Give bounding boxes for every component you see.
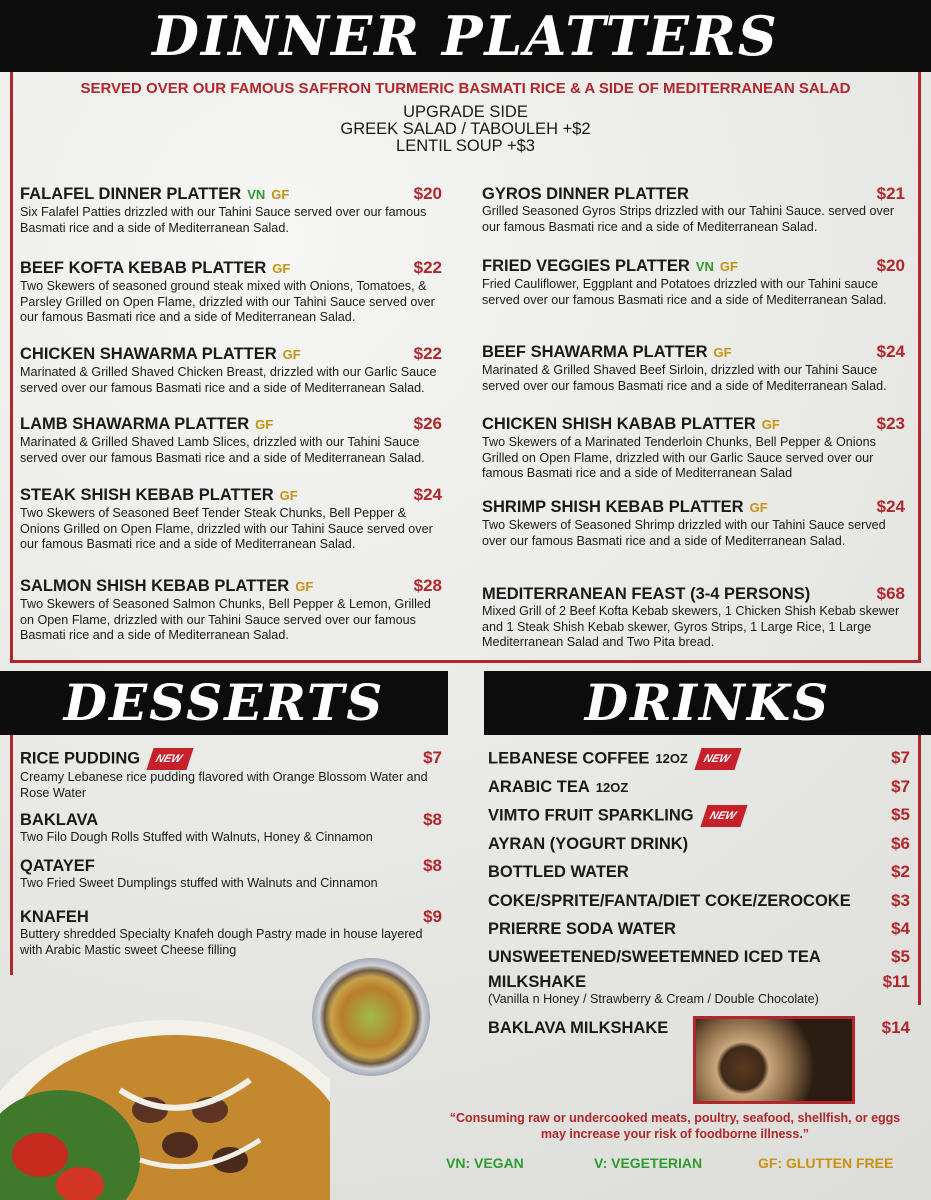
- menu-item-description: Marinated & Grilled Shaved Beef Sirloin, drizzled with our Tahini Sauce served over our famous Basmati rice and a side of Mediterranean Salad.: [482, 363, 887, 393]
- menu-item-price: $26: [413, 414, 442, 433]
- menu-item-price: $22: [413, 258, 442, 277]
- platter-photo: [0, 970, 330, 1200]
- menu-item-row: [20, 485, 442, 506]
- menu-item-name: STEAK SHISH KEBAB PLATTER: [20, 486, 274, 504]
- dessert-item: [20, 810, 442, 846]
- drink-item: [488, 947, 910, 967]
- dessert-name: QATAYEF: [20, 857, 95, 875]
- drinks-header: DRINKS: [484, 671, 931, 735]
- menu-item: [482, 342, 905, 394]
- menu-item: [20, 485, 442, 553]
- drink-name: UNSWEETENED/SWEETEMNED ICED TEA: [488, 948, 821, 966]
- gluten-free-tag: GF: [713, 345, 732, 360]
- gluten-free-tag: GF: [282, 347, 301, 362]
- menu-item-row: [482, 414, 905, 435]
- gluten-free-tag: GF: [255, 417, 274, 432]
- menu-item: [20, 414, 442, 466]
- drink-price: $5: [891, 947, 910, 966]
- menu-item-row: [20, 576, 442, 597]
- menu-item-row: [482, 584, 905, 604]
- frame-line-left: [10, 72, 13, 662]
- dessert-description: Buttery shredded Specialty Knafeh dough Pastry made in house layered with Arabic Mastic sweet Cheese filling: [20, 927, 423, 957]
- dessert-name: BAKLAVA: [20, 811, 99, 829]
- dessert-item-row: [20, 907, 442, 927]
- frame-line-drinks-right: [918, 735, 921, 1005]
- menu-item-name: LAMB SHAWARMA PLATTER: [20, 415, 250, 433]
- dessert-price: $9: [423, 907, 442, 926]
- dessert-item: [20, 907, 442, 958]
- menu-item: [20, 344, 442, 396]
- drink-price: $7: [891, 748, 910, 767]
- gluten-free-tag: GF: [719, 259, 738, 274]
- drink-item: [488, 748, 910, 770]
- drink-item: [488, 891, 910, 911]
- dessert-item-row: [20, 748, 442, 770]
- menu-item: [482, 414, 905, 482]
- dessert-item: [20, 856, 442, 892]
- vegan-tag: VN: [695, 259, 714, 274]
- menu-item-description: Two Skewers of Seasoned Beef Tender Steak Chunks, Bell Pepper & Onions Grilled on Open Flame, drizzled with our Tahini Sauce served over our famous Basmati rice and a side of Mediterranean Salad.: [20, 506, 433, 551]
- drink-name: AYRAN (YOGURT DRINK): [488, 835, 689, 853]
- menu-item-price: $24: [876, 497, 905, 516]
- menu-item-description: Marinated & Grilled Shaved Chicken Breast, drizzled with our Garlic Sauce served over our famous Basmati rice and a side of Mediterranean Salad.: [20, 365, 437, 395]
- upgrade-side: [0, 104, 931, 155]
- menu-item-description: Two Skewers of Seasoned Salmon Chunks, Bell Pepper & Lemon, Grilled on Open Flame, drizzled with our Tahini Sauce served over our famous Basmati rice and a side of Mediterranean Salad.: [20, 597, 431, 642]
- drink-price: $6: [891, 834, 910, 853]
- drink-item: [488, 805, 910, 827]
- menu-item-price: $20: [876, 256, 905, 275]
- menu-item-name: BEEF KOFTA KEBAB PLATTER: [20, 259, 267, 277]
- drink-item-row: [488, 805, 910, 827]
- menu-item-description: Two Skewers of seasoned ground steak mixed with Onions, Tomatoes, & Parsley Grilled on Open Flame, drizzled with our Tahini Sauce served over our famous Basmati rice and a side of Mediterranean Salad.: [20, 279, 435, 324]
- menu-item-name: BEEF SHAWARMA PLATTER: [482, 343, 708, 361]
- menu-item: [482, 584, 905, 651]
- drink-size: 12OZ: [595, 780, 629, 795]
- new-badge: NEW: [700, 805, 747, 827]
- drink-item-row: [488, 748, 910, 770]
- upgrade-line-2: LENTIL SOUP +$3: [396, 137, 535, 155]
- menu-item-description: Mixed Grill of 2 Beef Kofta Kebab skewers, 1 Chicken Shish Kebab skewer and 1 Steak Shish Kebab skewer, Gyros Strips, 1 Large Rice, 1 Large Mediterranean Salad and Two Pita bread.: [482, 604, 900, 649]
- coffee-photo: [693, 1016, 855, 1104]
- frame-line-right: [918, 72, 921, 662]
- menu-item-name: MEDITERRANEAN FEAST (3-4 PERSONS): [482, 585, 811, 603]
- drink-description: (Vanilla n Honey / Strawberry & Cream / Double Chocolate): [488, 992, 819, 1006]
- menu-item-name: FALAFEL DINNER PLATTER: [20, 185, 242, 203]
- menu-item-price: $20: [413, 184, 442, 203]
- gluten-free-tag: GF: [761, 417, 780, 432]
- drink-item-row: [488, 972, 910, 992]
- drink-size: 12OZ: [655, 751, 688, 767]
- menu-item-row: [20, 258, 442, 279]
- drink-name: PRIERRE SODA WATER: [488, 920, 676, 938]
- dessert-description: Two Fried Sweet Dumplings stuffed with Walnuts and Cinnamon: [20, 876, 378, 890]
- menu-item-row: [20, 414, 442, 435]
- upgrade-line-1: GREEK SALAD / TABOULEH +$2: [340, 120, 591, 138]
- menu-item-name: CHICKEN SHISH KABAB PLATTER: [482, 415, 756, 433]
- drink-item-row: [488, 777, 910, 798]
- drink-item: [488, 919, 910, 939]
- frame-line-desserts-left: [10, 735, 13, 975]
- drink-name: LEBANESE COFFEE: [488, 749, 650, 768]
- menu-item-price: $21: [876, 184, 905, 203]
- dessert-price: $8: [423, 810, 442, 829]
- dessert-item: [20, 748, 442, 801]
- menu-item-name: FRIED VEGGIES PLATTER: [482, 257, 690, 275]
- legend-gluten-free: GF: GLUTTEN FREE: [758, 1155, 894, 1171]
- menu-item-row: [482, 256, 905, 277]
- gluten-free-tag: GF: [295, 579, 314, 594]
- menu-item-name: SHRIMP SHISH KEBAB PLATTER: [482, 498, 744, 516]
- drink-price: $11: [882, 972, 910, 991]
- gluten-free-tag: GF: [279, 488, 298, 503]
- served-note: SERVED OVER OUR FAMOUS SAFFRON TURMERIC BASMATI RICE & A SIDE OF MEDITERRANEAN SALAD: [80, 80, 851, 97]
- dessert-item-row: [20, 856, 442, 876]
- drink-name: MILKSHAKE: [488, 973, 587, 991]
- drink-item: [488, 834, 910, 854]
- menu-item-price: $24: [413, 485, 442, 504]
- menu-item-price: $24: [876, 342, 905, 361]
- menu-item-row: [482, 497, 905, 518]
- gluten-free-tag: GF: [272, 261, 291, 276]
- gluten-free-tag: GF: [749, 500, 768, 515]
- dinner-platters-header: DINNER PLATTERS: [0, 0, 931, 72]
- menu-item: [20, 576, 442, 644]
- drink-price: $4: [891, 919, 910, 938]
- menu-item-row: [20, 184, 442, 205]
- menu-item-name: SALMON SHISH KEBAB PLATTER: [20, 577, 290, 595]
- legend-vegetarian: V: VEGETERIAN: [594, 1155, 703, 1171]
- drink-item-row: [488, 834, 910, 854]
- drink-item: [488, 972, 910, 1007]
- drink-name: BAKLAVA MILKSHAKE: [488, 1019, 669, 1037]
- drink-item-row: [488, 862, 910, 882]
- menu-item-name: CHICKEN SHAWARMA PLATTER: [20, 345, 277, 363]
- drink-item: [488, 777, 910, 798]
- menu-item: [20, 258, 442, 326]
- menu-item-row: [20, 344, 442, 365]
- drink-price: $14: [881, 1018, 910, 1037]
- menu-item-description: Fried Cauliflower, Eggplant and Potatoes drizzled with our Tahini sauce served over our famous Basmati rice and a side of Mediterranean Salad.: [482, 277, 887, 307]
- menu-item-name: GYROS DINNER PLATTER: [482, 185, 689, 203]
- drink-name: COKE/SPRITE/FANTA/DIET COKE/ZEROCOKE: [488, 892, 851, 910]
- drink-name: BOTTLED WATER: [488, 863, 629, 881]
- dessert-item-row: [20, 810, 442, 830]
- menu-item: [482, 256, 905, 308]
- dessert-name: RICE PUDDING: [20, 749, 141, 768]
- menu-item: [482, 497, 905, 549]
- gluten-free-tag: GF: [271, 187, 290, 202]
- menu-item-description: Two Skewers of Seasoned Shrimp drizzled with our Tahini Sauce served over our famous Basmati rice and a side of Mediterranean Salad.: [482, 518, 886, 548]
- drink-price: $2: [891, 862, 910, 881]
- dessert-description: Two Filo Dough Rolls Stuffed with Walnuts, Honey & Cinnamon: [20, 830, 373, 844]
- desserts-header: DESSERTS: [0, 671, 448, 735]
- drink-price: $7: [891, 777, 910, 796]
- legend-vegan: VN: VEGAN: [446, 1155, 524, 1171]
- drink-item-row: [488, 919, 910, 939]
- drink-name: VIMTO FRUIT SPARKLING: [488, 806, 694, 825]
- vegan-tag: VN: [247, 187, 266, 202]
- menu-item-price: $68: [876, 584, 905, 603]
- menu-item-price: $28: [413, 576, 442, 595]
- frame-line-bottom: [10, 660, 921, 663]
- menu-item: [20, 184, 442, 236]
- menu-item-description: Two Skewers of a Marinated Tenderloin Chunks, Bell Pepper & Onions Grilled on Open Flame, drizzled with our Garlic Sauce served over our famous Basmati rice and a side of Mediterranean Salad: [482, 435, 876, 480]
- drink-price: $3: [891, 891, 910, 910]
- dessert-name: KNAFEH: [20, 908, 89, 926]
- menu-item-row: [482, 184, 905, 204]
- upgrade-title: UPGRADE SIDE: [403, 103, 528, 121]
- new-badge: NEW: [694, 748, 741, 770]
- menu-item-row: [482, 342, 905, 363]
- drink-name: ARABIC TEA: [488, 778, 590, 796]
- new-badge: NEW: [147, 748, 194, 770]
- menu-item-description: Six Falafel Patties drizzled with our Tahini Sauce served over our famous Basmati rice and a side of Mediterranean Salad.: [20, 205, 427, 235]
- menu-item-price: $23: [876, 414, 905, 433]
- food-safety-warning: “Consuming raw or undercooked meats, poultry, seafood, shellfish, or eggs may increase your risk of foodborne illness.”: [449, 1111, 901, 1141]
- drink-price: $5: [891, 805, 910, 824]
- drink-item-row: [488, 947, 910, 967]
- dessert-price: $7: [423, 748, 442, 767]
- menu-item-description: Marinated & Grilled Shaved Lamb Slices, drizzled with our Tahini Sauce served over our famous Basmati rice and a side of Mediterranean Salad.: [20, 435, 425, 465]
- drink-item: [488, 862, 910, 882]
- knafeh-photo: [312, 958, 430, 1076]
- menu-item: [482, 184, 905, 235]
- dessert-price: $8: [423, 856, 442, 875]
- menu-item-description: Grilled Seasoned Gyros Strips drizzled with our Tahini Sauce. served over our famous Basmati rice and a side of Mediterranean Salad.: [482, 204, 895, 234]
- menu-item-price: $22: [413, 344, 442, 363]
- dessert-description: Creamy Lebanese rice pudding flavored with Orange Blossom Water and Rose Water: [20, 770, 428, 800]
- drink-item-row: [488, 891, 910, 911]
